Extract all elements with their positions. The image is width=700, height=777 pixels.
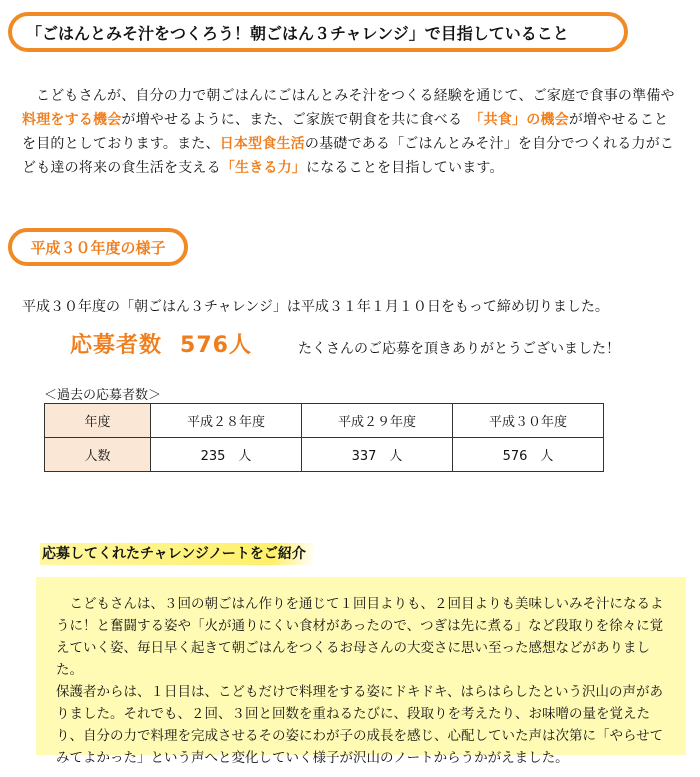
applicant-count — [70, 328, 252, 359]
row-header-year: 年度 — [45, 404, 151, 438]
count-cell: 337 人 — [302, 438, 453, 472]
past-applicants-table — [44, 403, 604, 472]
table-row — [45, 404, 604, 438]
notes-box — [36, 577, 686, 766]
section-h30-banner — [8, 228, 188, 266]
applicant-count-value: 576人 — [180, 333, 252, 358]
intro-text: が増やせることを目的としております。また、 — [22, 112, 669, 152]
keyword-kyoshoku: 「共食」の機会 — [476, 112, 569, 128]
keyword-japanese-diet: 日本型食生活 — [219, 136, 305, 152]
intro-text: になることを目指しています。 — [306, 160, 504, 176]
deadline-text: 平成３０年度の「朝ごはん３チャレンジ」は平成３１年１月１０日をもって締め切りました。 — [22, 299, 609, 315]
notes-paragraph-children: こどもさんは、３回の朝ごはん作りを通じて１回目よりも、２回目よりも美味しいみそ汁になるように！と奮闘する姿や「火が通りにくい食材があったので、つぎは先に煮る」など段取りを徐々に覚えていく姿、毎日早く起きて朝ごはんをつくるお母さんの大変さに思い至った感想などがありました。 — [56, 596, 664, 678]
year-cell: 平成２８年度 — [151, 404, 302, 438]
count-cell: 235 人 — [151, 438, 302, 472]
notes-heading: 応募してくれたチャレンジノートをご紹介 — [40, 543, 314, 565]
title-banner — [8, 12, 628, 52]
intro-paragraph — [22, 84, 682, 180]
page-title: 「ごはんとみそ汁をつくろう！朝ごはん３チャレンジ」で目指していること — [26, 23, 569, 43]
row-header-count: 人数 — [45, 438, 151, 472]
keyword-ikiru-chikara: 「生きる力」 — [220, 160, 307, 176]
section-h30-title: 平成３０年度の様子 — [30, 238, 166, 257]
applicant-count-label: 応募者数 — [70, 333, 163, 358]
table-row — [45, 438, 604, 472]
notes-paragraph-guardians: 保護者からは、１日目は、こどもだけで料理をする姿にドキドキ、はらはらしたという沢山の声がありました。それでも、２回、３回と回数を重ねるたびに、段取りを考えたり、お味噌の量を覚えたり、自分の力で料理を完成させるその姿にわが子の成長を感じ、心配していた声は次第に「やらせてみてよかった」という声へと変化していく様子が沢山のノートからうかがえました。 — [56, 684, 664, 766]
past-caption: ＜過去の応募者数＞ — [44, 388, 162, 403]
keyword-cooking-opportunity: 料理をする機会 — [22, 112, 122, 128]
intro-text: こどもさんが、自分の力で朝ごはんにごはんとみそ汁をつくる経験を通じて、ご家庭で食事の準備や — [36, 88, 675, 104]
intro-text: が増やせるように、また、ご家族で朝食を共に食べる — [121, 112, 463, 128]
intro-text: の基礎である「ごはんとみそ汁」を自分でつくれる力がこども達の将来の食生活を支える — [22, 136, 675, 176]
year-cell: 平成２９年度 — [302, 404, 453, 438]
count-cell: 576 人 — [453, 438, 604, 472]
thanks-text: たくさんのご応募を頂きありがとうございました！ — [298, 341, 620, 357]
year-cell: 平成３０年度 — [453, 404, 604, 438]
